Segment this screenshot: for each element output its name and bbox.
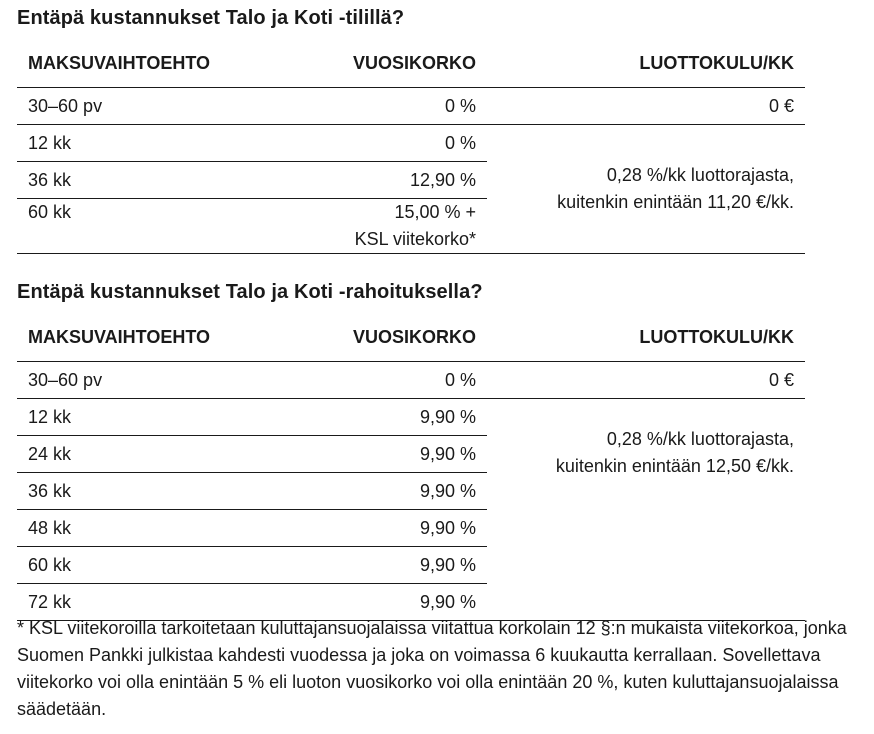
rate-line2: KSL viitekorko* — [354, 229, 476, 249]
rate-cell: 0 % — [297, 362, 487, 399]
rate-cell: 0 % — [297, 125, 487, 162]
rate-cell: 9,90 % — [297, 510, 487, 547]
merged-cost-line2: kuitenkin enintään 11,20 €/kk. — [557, 192, 794, 212]
table-header-row — [17, 313, 805, 362]
option-cell: 12 kk — [17, 125, 297, 162]
section1-table — [17, 39, 805, 254]
rate-cell: 0 % — [297, 88, 487, 125]
section2-title: Entäpä kustannukset Talo ja Koti -rahoituksella? — [17, 281, 483, 303]
header-credit-cost: LUOTTOKULU/KK — [487, 313, 805, 362]
option-cell: 30–60 pv — [17, 362, 297, 399]
table-header-row — [17, 39, 805, 88]
option-cell: 24 kk — [17, 436, 297, 473]
merged-cost-line1: 0,28 %/kk luottorajasta, — [606, 165, 794, 185]
header-annual-rate: VUOSIKORKO — [297, 313, 487, 362]
section1-title: Entäpä kustannukset Talo ja Koti -tilillä? — [17, 7, 405, 29]
merged-cost-line2: kuitenkin enintään 12,50 €/kk. — [555, 456, 794, 476]
cost-cell: 0 € — [487, 88, 805, 125]
section2-table — [17, 313, 805, 621]
table-row — [17, 88, 805, 125]
option-cell: 30–60 pv — [17, 88, 297, 125]
footnote: * KSL viitekoroilla tarkoitetaan kuluttajansuojalaissa viitattua korkolain 12 §:n mukaista viitekorkoa, jonka Suomen Pankki julkistaa kahdesti vuodessa ja joka on voimassa 6 kuukautta kerrallaan. Sovellettava viitekorko voi olla enintään 5 % eli luoton vuosikorko voi olla enintään 20 %, kuten kuluttajansuojalaissa säädetään. — [17, 618, 847, 719]
rate-cell: 9,90 % — [297, 399, 487, 436]
option-cell: 60 kk — [17, 547, 297, 584]
header-payment-option: MAKSUVAIHTOEHTO — [17, 313, 297, 362]
merged-cost-cell — [487, 399, 805, 621]
header-credit-cost: LUOTTOKULU/KK — [487, 39, 805, 88]
cost-cell: 0 € — [487, 362, 805, 399]
rate-cell: 9,90 % — [297, 584, 487, 621]
option-cell: 60 kk — [17, 199, 297, 254]
option-cell: 36 kk — [17, 473, 297, 510]
merged-cost-cell — [487, 125, 805, 254]
table-row — [17, 125, 805, 162]
rate-cell: 9,90 % — [297, 473, 487, 510]
rate-cell: 12,90 % — [297, 162, 487, 199]
rate-cell — [297, 199, 487, 254]
option-cell: 72 kk — [17, 584, 297, 621]
table-row — [17, 399, 805, 436]
rate-cell: 9,90 % — [297, 547, 487, 584]
option-cell: 36 kk — [17, 162, 297, 199]
rate-cell: 9,90 % — [297, 436, 487, 473]
header-annual-rate: VUOSIKORKO — [297, 39, 487, 88]
merged-cost-line1: 0,28 %/kk luottorajasta, — [606, 429, 794, 449]
option-cell: 12 kk — [17, 399, 297, 436]
option-cell: 48 kk — [17, 510, 297, 547]
header-payment-option: MAKSUVAIHTOEHTO — [17, 39, 297, 88]
table-row — [17, 362, 805, 399]
rate-line1: 15,00 % + — [394, 202, 476, 222]
